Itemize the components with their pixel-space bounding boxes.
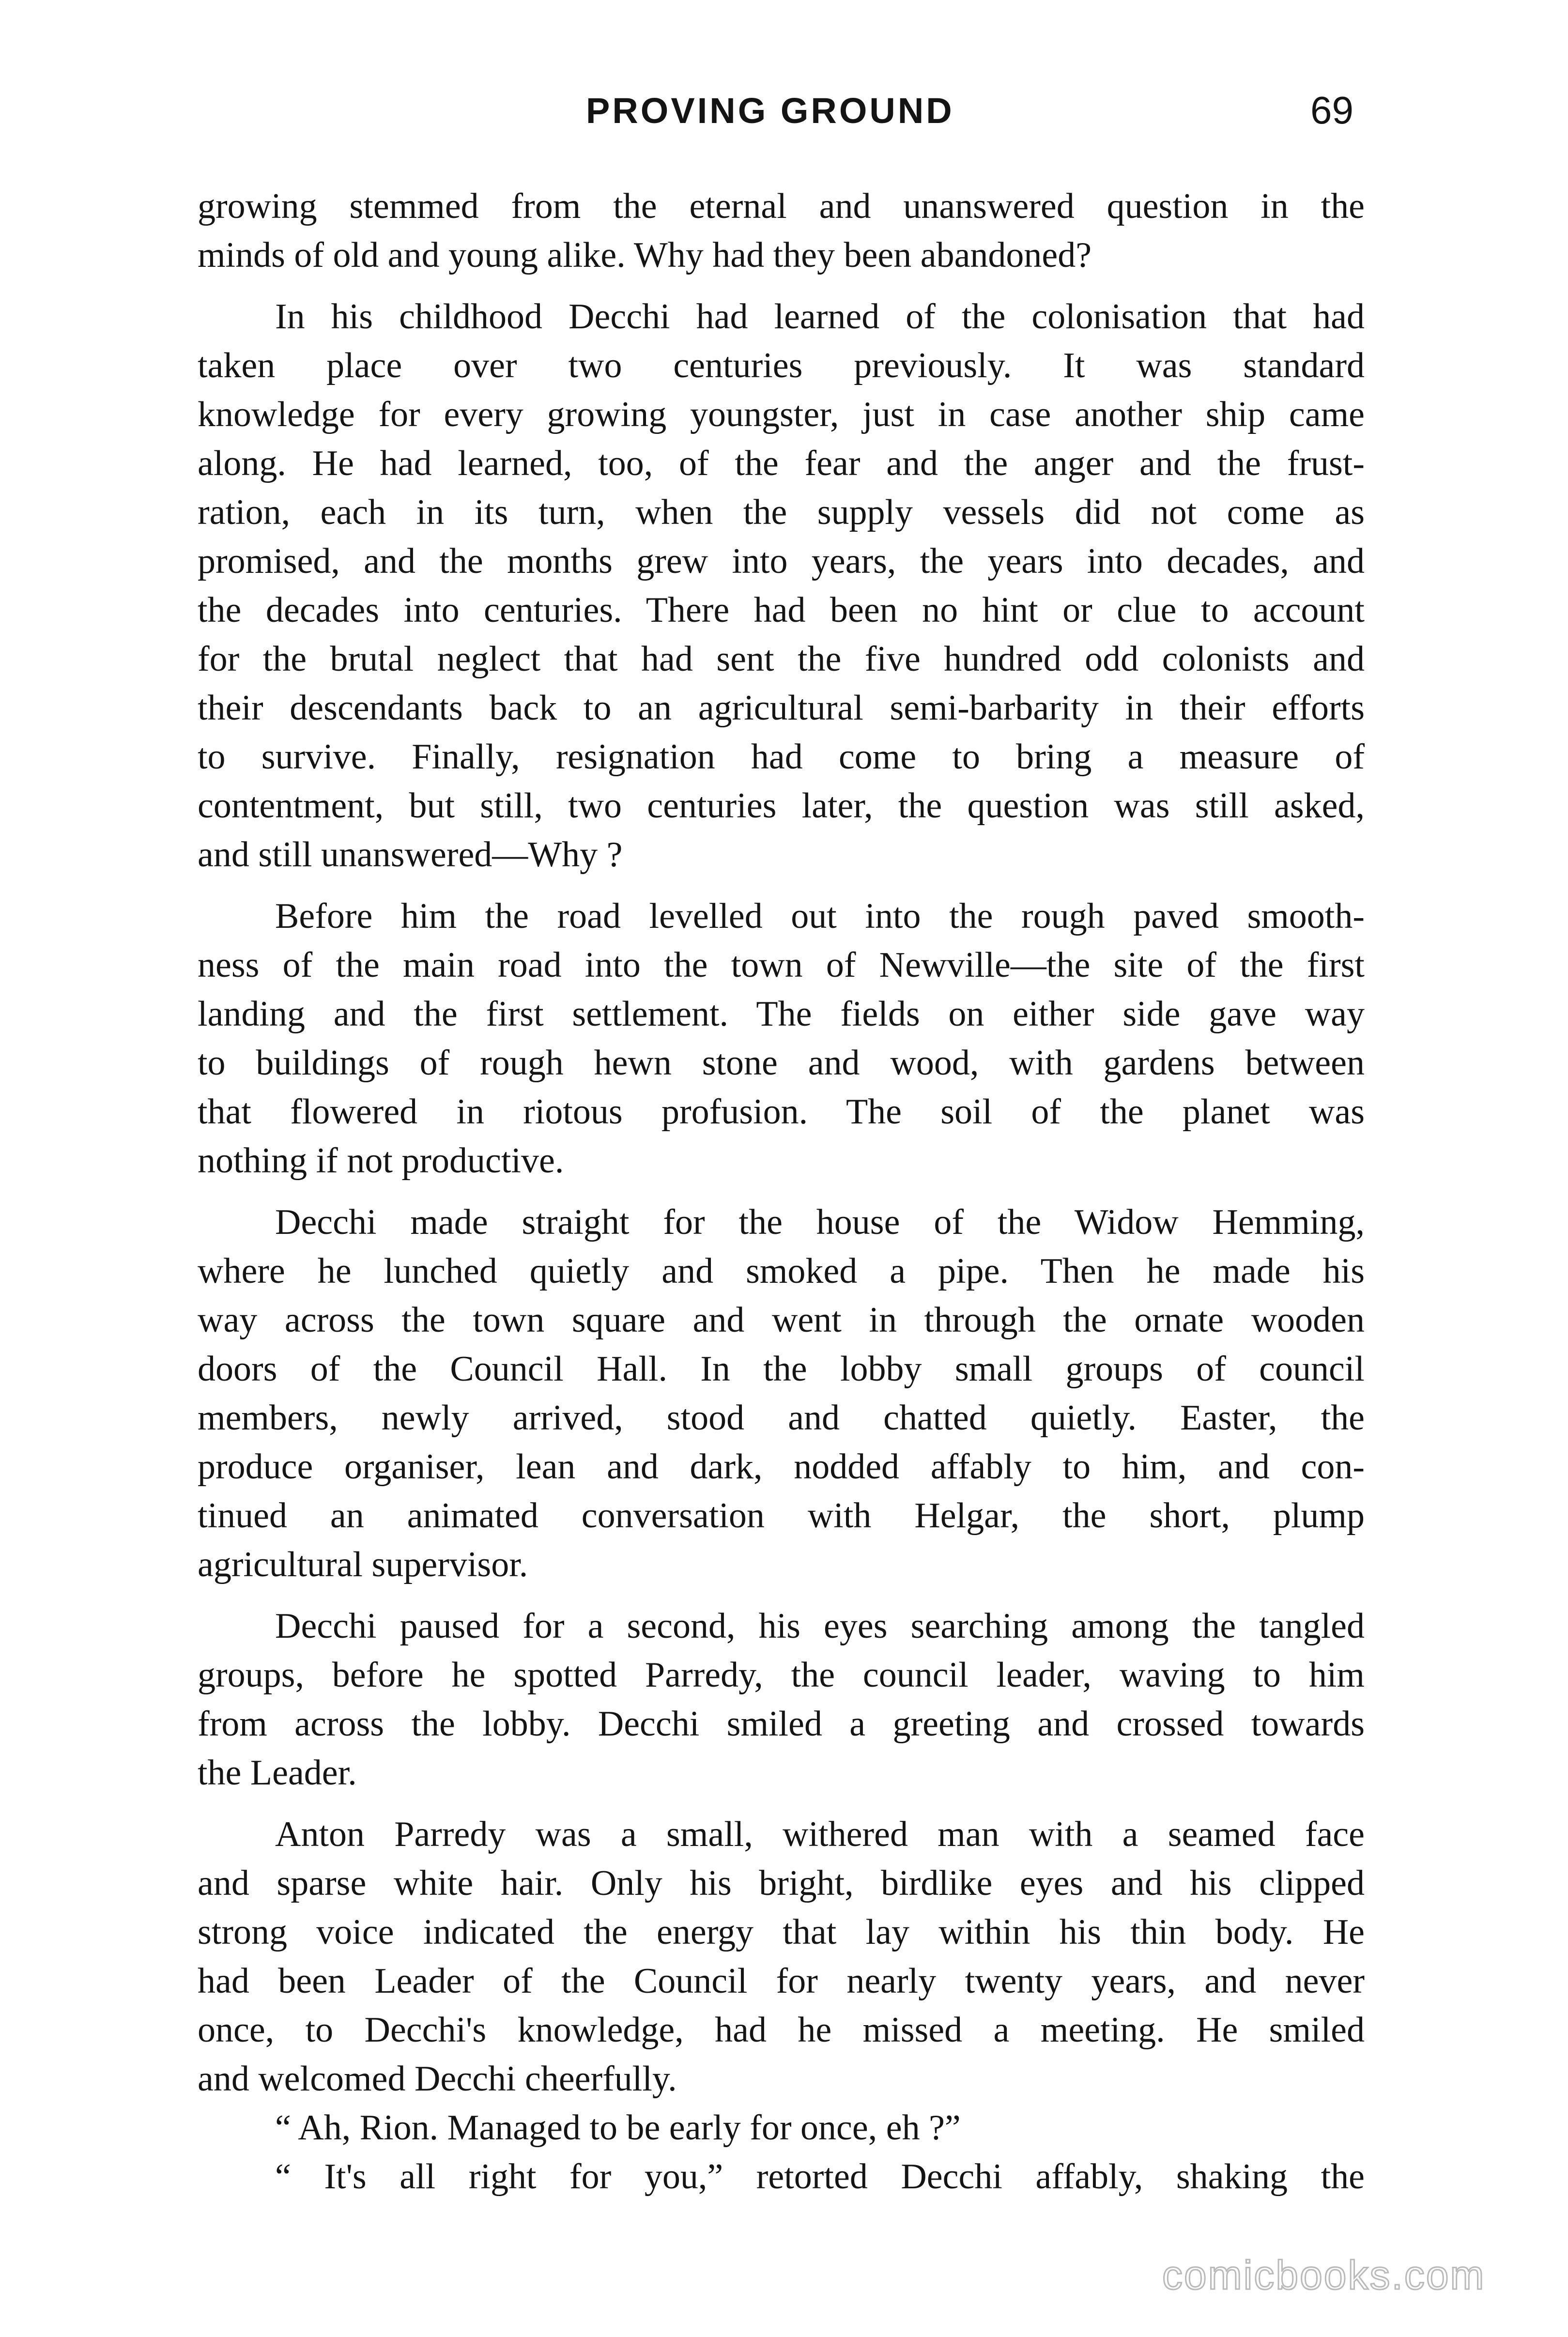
text-line: Before him the road levelled out into the rough paved smooth- bbox=[275, 896, 1365, 936]
text-line: for the brutal neglect that had sent the five hundred odd colonists and bbox=[198, 639, 1365, 679]
text-line: Decchi paused for a second, his eyes searching among the tangled bbox=[275, 1606, 1365, 1646]
text-line: contentment, but still, two centuries later, the question was still asked, bbox=[198, 786, 1365, 826]
text-line: along. He had learned, too, of the fear and the anger and the frust- bbox=[198, 444, 1365, 483]
text-line: agricultural supervisor. bbox=[198, 1545, 528, 1584]
text-line: doors of the Council Hall. In the lobby small groups of council bbox=[198, 1349, 1365, 1389]
paragraph bbox=[198, 1810, 1365, 2104]
body-text bbox=[198, 182, 1365, 2201]
paragraph bbox=[198, 1198, 1365, 1589]
text-line: “ Ah, Rion. Managed to be early for once, eh ?” bbox=[275, 2108, 961, 2148]
paragraph bbox=[198, 2104, 1365, 2152]
text-line: knowledge for every growing youngster, just in case another ship came bbox=[198, 395, 1365, 434]
text-line: tinued an animated conversation with Helgar, the short, plump bbox=[198, 1496, 1365, 1536]
text-line: to buildings of rough hewn stone and wood, with gardens between bbox=[198, 1043, 1365, 1083]
text-line: from across the lobby. Decchi smiled a greeting and crossed towards bbox=[198, 1704, 1365, 1744]
text-line: once, to Decchi's knowledge, had he missed a meeting. He smiled bbox=[198, 2010, 1365, 2050]
text-line: taken place over two centuries previously. It was standard bbox=[198, 346, 1365, 385]
text-line: and welcomed Decchi cheerfully. bbox=[198, 2059, 677, 2099]
text-line: the decades into centuries. There had been no hint or clue to account bbox=[198, 590, 1365, 630]
text-line: had been Leader of the Council for nearly twenty years, and never bbox=[198, 1961, 1365, 2001]
text-line: produce organiser, lean and dark, nodded affably to him, and con- bbox=[198, 1447, 1365, 1487]
text-line: “ It's all right for you,” retorted Decchi affably, shaking the bbox=[275, 2157, 1365, 2197]
paragraph bbox=[198, 2152, 1365, 2201]
text-line: ness of the main road into the town of Newville—the site of the first bbox=[198, 945, 1365, 985]
page-number: 69 bbox=[1310, 89, 1353, 132]
text-line: minds of old and young alike. Why had they been abandoned? bbox=[198, 235, 1092, 275]
text-line: ration, each in its turn, when the supply vessels did not come as bbox=[198, 492, 1365, 532]
running-head: PROVING GROUND bbox=[586, 91, 954, 131]
text-line: the Leader. bbox=[198, 1753, 357, 1793]
paragraph bbox=[198, 1602, 1365, 1798]
text-line: and still unanswered—Why ? bbox=[198, 835, 623, 875]
paragraph bbox=[198, 892, 1365, 1185]
paragraph bbox=[198, 292, 1365, 879]
text-line: landing and the first settlement. The fields on either side gave way bbox=[198, 994, 1365, 1034]
watermark: comicbooks.com bbox=[1162, 2252, 1486, 2298]
text-line: members, newly arrived, stood and chatted quietly. Easter, the bbox=[198, 1398, 1365, 1438]
text-line: nothing if not productive. bbox=[198, 1141, 564, 1181]
text-line: strong voice indicated the energy that lay within his thin body. He bbox=[198, 1912, 1365, 1952]
text-line: In his childhood Decchi had learned of the colonisation that had bbox=[275, 297, 1365, 337]
text-line: Decchi made straight for the house of the Widow Hemming, bbox=[275, 1202, 1365, 1242]
text-line: promised, and the months grew into years, the years into decades, and bbox=[198, 541, 1365, 581]
paragraph bbox=[198, 182, 1365, 280]
text-line: their descendants back to an agricultural semi-barbarity in their efforts bbox=[198, 688, 1365, 728]
text-line: and sparse white hair. Only his bright, birdlike eyes and his clipped bbox=[198, 1863, 1365, 1903]
text-line: that flowered in riotous profusion. The soil of the planet was bbox=[198, 1092, 1365, 1132]
text-line: where he lunched quietly and smoked a pipe. Then he made his bbox=[198, 1251, 1365, 1291]
text-line: groups, before he spotted Parredy, the council leader, waving to him bbox=[198, 1655, 1365, 1695]
text-line: way across the town square and went in through the ornate wooden bbox=[198, 1300, 1365, 1340]
text-line: to survive. Finally, resignation had come to bring a measure of bbox=[198, 737, 1365, 777]
text-line: Anton Parredy was a small, withered man with a seamed face bbox=[275, 1814, 1365, 1854]
text-line: growing stemmed from the eternal and unanswered question in the bbox=[198, 186, 1365, 226]
